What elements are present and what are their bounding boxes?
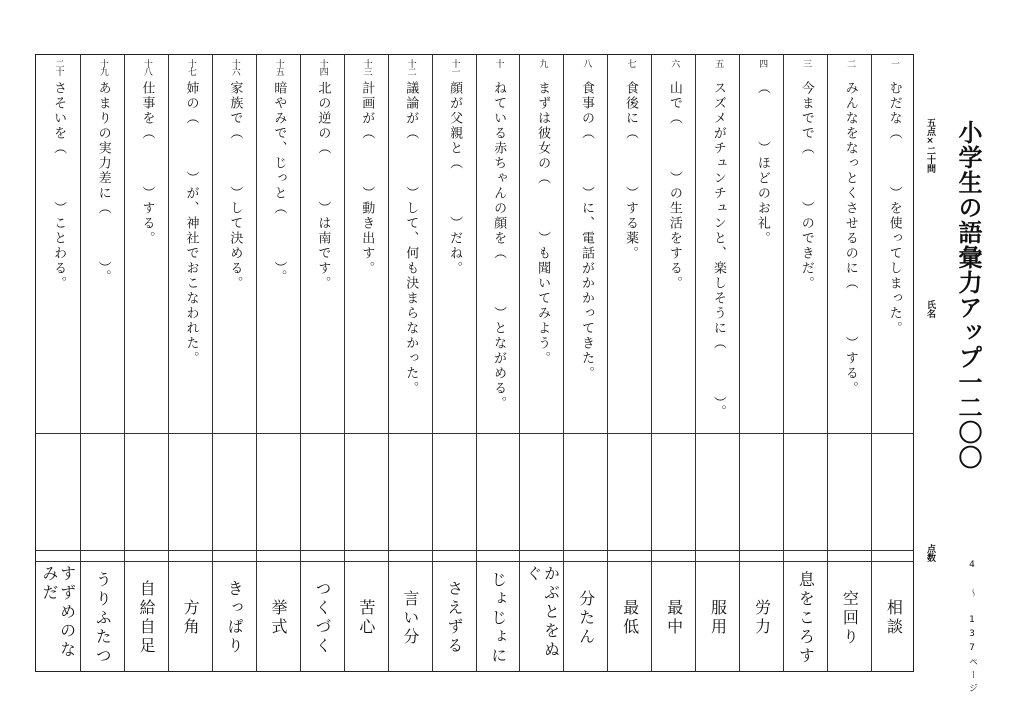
question-column	[871, 55, 915, 671]
score-note: 五点×二十問	[925, 118, 935, 173]
question-text: さそいを（ ）ことわる。	[51, 81, 67, 291]
question-text: 議論が（ ）して、何も決まらなかった。	[403, 81, 419, 396]
question-text: 家族で（ ）して決める。	[227, 81, 243, 291]
question-number: 十一	[449, 59, 460, 75]
word-choice: 挙式	[269, 599, 289, 637]
word-choice: 息をころす	[796, 570, 816, 666]
question-text: あまりの実力差に（ ）。	[95, 81, 111, 285]
question-column	[651, 55, 695, 671]
question-column	[344, 55, 388, 671]
question-number: 八	[581, 59, 592, 67]
question-text: 顔が父親と（ ）だね。	[447, 81, 463, 276]
question-column	[388, 55, 432, 671]
question-number: 三	[801, 59, 812, 67]
question-text: むだな（ ）を使ってしまった。	[886, 81, 902, 336]
question-column	[476, 55, 520, 671]
word-choice: 自給自足	[137, 580, 157, 656]
question-column	[827, 55, 871, 671]
question-column	[563, 55, 607, 671]
question-text: ねている赤ちゃんの顔を（ ）とながめる。	[491, 81, 507, 411]
page-range: 4 ～ 137ページ	[967, 560, 977, 696]
word-choice: 分たん	[576, 589, 596, 647]
question-text: 暗やみで、じっと（ ）。	[271, 81, 287, 285]
word-choice: さえずる	[444, 580, 464, 656]
question-text: 北の逆の（ ）は南です。	[315, 81, 331, 291]
question-number: 二	[845, 59, 856, 67]
question-column	[124, 55, 168, 671]
question-text: 仕事を（ ）する。	[139, 81, 155, 246]
question-column	[212, 55, 256, 671]
name-label: 氏名	[925, 300, 935, 318]
word-choice: 服用	[708, 599, 728, 637]
question-column	[783, 55, 827, 671]
question-text: 今までで（ ）のできだ。	[798, 81, 814, 291]
word-choice: じょじょに	[488, 570, 508, 666]
question-number: 十五	[273, 59, 284, 75]
word-choice: つくづく	[312, 580, 332, 656]
question-number: 七	[625, 59, 636, 67]
question-column	[80, 55, 124, 671]
word-choice: 方角	[181, 599, 201, 637]
question-number: 一	[889, 59, 900, 67]
question-number: 十六	[229, 59, 240, 75]
question-number: 二十	[53, 59, 64, 75]
question-number: 十九	[97, 59, 108, 75]
question-text: （ ）ほどのお礼。	[754, 81, 770, 246]
question-number: 四	[757, 59, 768, 67]
question-number: 十二	[405, 59, 416, 75]
question-text: スズメがチュンチュンと、楽しそうに（ ）。	[710, 81, 726, 420]
word-choice: かぶとをぬぐ	[523, 565, 561, 660]
question-column	[300, 55, 344, 671]
word-choice: うりふたつ	[93, 570, 113, 666]
word-choice: 苦心	[356, 599, 376, 637]
question-column	[168, 55, 212, 671]
word-choice: 労力	[752, 599, 772, 637]
question-number: 十八	[141, 59, 152, 75]
question-number: 九	[537, 59, 548, 67]
question-number: 十三	[361, 59, 372, 75]
word-choice: きっぱり	[225, 580, 245, 656]
question-grid	[35, 54, 914, 672]
points-label: 点数	[925, 544, 935, 562]
worksheet-title: 小学生の語彙力アップ一二〇〇	[954, 120, 982, 470]
question-text: まずは彼女の（ ）も聞いてみよう。	[535, 81, 551, 366]
question-number: 十四	[317, 59, 328, 75]
question-text: 山で（ ）の生活をする。	[666, 81, 682, 291]
word-choice: 相談	[884, 599, 904, 637]
question-text: 食事の（ ）に、電話がかかってきた。	[579, 81, 595, 381]
question-column	[432, 55, 476, 671]
word-choice: 空回り	[840, 589, 860, 647]
word-choice: 言い分	[400, 589, 420, 647]
question-text: 計画が（ ）動き出す。	[359, 81, 375, 276]
word-choice: すずめのなみだ	[39, 565, 77, 660]
word-choice: 最低	[620, 599, 640, 637]
question-column	[256, 55, 300, 671]
question-number: 十	[493, 59, 504, 67]
question-number: 十七	[185, 59, 196, 75]
question-column	[36, 55, 80, 671]
question-column	[607, 55, 651, 671]
word-choice: 最中	[664, 599, 684, 637]
question-column	[695, 55, 739, 671]
question-column	[739, 55, 783, 671]
question-number: 五	[713, 59, 724, 67]
question-text: 姉の（ ）が、神社でおこなわれた。	[183, 81, 199, 366]
question-column	[519, 55, 563, 671]
question-text: みんなをなっとくさせるのに（ ）する。	[842, 81, 858, 396]
question-number: 六	[669, 59, 680, 67]
question-text: 食後に（ ）する薬。	[622, 81, 638, 261]
